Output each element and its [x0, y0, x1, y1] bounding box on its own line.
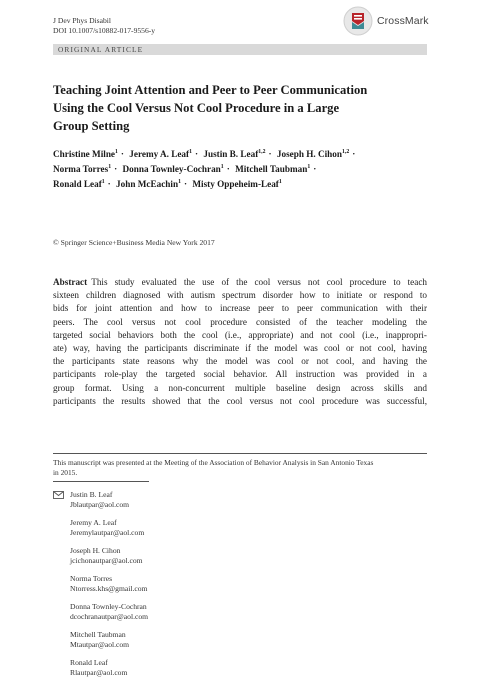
abstract-line: targeted social behaviors both the cool (i.e., appropriate) and not cool (i.e., inappropri- — [53, 329, 427, 340]
contact-email[interactable]: Jblautpar@aol.com — [70, 499, 130, 509]
contact-name: Joseph H. Cihon — [70, 546, 121, 555]
title-line: Using the Cool Versus Not Cool Procedure in a Large — [53, 101, 340, 115]
author-name[interactable]: Norma Torres — [53, 164, 109, 174]
contact-email[interactable]: dcochranautpar@aol.com — [70, 611, 149, 621]
author-affiliation: 1 — [307, 164, 311, 170]
journal-info — [53, 16, 155, 36]
author-name[interactable]: Mitchell Taubman — [235, 164, 308, 174]
author-name[interactable]: Justin B. Leaf — [203, 149, 259, 159]
author-affiliation: 1 — [115, 149, 118, 155]
author-affiliation: 1 — [108, 164, 112, 170]
contact-entry — [70, 602, 148, 621]
contact-name: Mitchell Taubman — [70, 630, 126, 639]
contact-email[interactable]: Mtautpar@aol.com — [70, 639, 130, 649]
abstract-line: sixteen children diagnosed with autism spectrum disorder how to initiate or respond to — [53, 290, 427, 301]
article-type-bar — [53, 44, 427, 55]
footnote-divider — [53, 453, 427, 454]
author-affiliation: 1 — [178, 179, 181, 185]
article-title — [53, 81, 433, 135]
doi[interactable]: DOI 10.1007/s10882-017-9556-y — [53, 26, 156, 35]
author-line: Ronald Leaf$^1$ · John McEachin$^1$ · Misty Oppeheim-Leaf$^1$ — [53, 179, 282, 189]
contact-email[interactable]: Ntorress.khs@gmail.com — [70, 583, 148, 593]
abstract — [53, 276, 427, 408]
author-line: Norma Torres$^1$ · Donna Townley-Cochran$^1$ · Mitchell Taubman$^1$ · — [53, 164, 317, 174]
author-affiliation: 1 — [278, 179, 282, 185]
abstract-line: the participants state reasons why the model was cool or not cool, and having the — [53, 356, 427, 367]
author-affiliation: 1 — [101, 179, 105, 185]
author-name[interactable]: John McEachin — [116, 179, 179, 189]
author-name[interactable]: Jeremy A. Leaf — [129, 149, 190, 159]
author-name[interactable]: Ronald Leaf — [53, 179, 102, 189]
contact-entry — [70, 630, 129, 649]
abstract-line: participants the results showed that the cool versus not cool procedure was successful, — [53, 395, 427, 406]
abstract-line: bids for joint attention and how to increase peer to peer communication with their — [53, 303, 427, 314]
contact-name: Ronald Leaf — [70, 658, 108, 667]
crossmark-label: CrossMark — [377, 15, 429, 27]
abstract-heading: Abstract — [53, 277, 88, 287]
journal-name: J Dev Phys Disabil — [53, 16, 112, 25]
contact-name: Jeremy A. Leaf — [70, 518, 117, 527]
footnote-line: This manuscript was presented at the Meeting of the Association of Behavior Analysis in San Antonio Texas — [53, 458, 374, 467]
contact-entry — [70, 518, 144, 537]
contact-entry — [70, 546, 143, 565]
abstract-line: peers. The cool versus not cool procedure consisted of the teacher modeling the — [53, 316, 427, 327]
author-line: Christine Milne$^1$ · Jeremy A. Leaf$^1$ · Justin B. Leaf$^{1,2}$ · Joseph H. Cihon$^{1,2}$ · — [53, 149, 356, 159]
contact-name: Norma Torres — [70, 574, 113, 583]
contact-name: Donna Townley-Cochran — [70, 602, 147, 611]
abstract-line: group format. Using a non-concurrent multiple baseline design across skills and — [53, 382, 427, 393]
contact-email[interactable]: jcichonautpar@aol.com — [70, 555, 143, 565]
article-type: ORIGINAL ARTICLE — [58, 45, 144, 54]
title-line: Teaching Joint Attention and Peer to Peer Communication — [53, 83, 368, 97]
contact-entry — [70, 658, 127, 677]
contact-entry — [70, 574, 147, 593]
title-line: Group Setting — [53, 119, 130, 133]
author-list — [53, 147, 433, 192]
abstract-line: Abstract This study evaluated the use of the cool versus not cool procedure to teach — [53, 277, 427, 287]
author-affiliation: 1 — [189, 149, 192, 155]
author-affiliation: 1 — [220, 164, 224, 170]
copyright-notice: © Springer Science+Business Media New York 2017 — [53, 238, 215, 247]
contacts-divider — [53, 481, 149, 482]
author-name[interactable]: Christine Milne — [53, 149, 116, 159]
presentation-footnote — [53, 458, 433, 477]
abstract-line: participants role-play the targeted social behavior. All instruction was provided in a — [53, 369, 427, 380]
envelope-icon[interactable] — [53, 491, 64, 499]
abstract-line: ate) way, having the participants discriminate if the model was cool or not cool, having — [53, 342, 427, 353]
author-name[interactable]: Joseph H. Cihon — [276, 149, 342, 159]
author-affiliation: 1,2 — [342, 149, 350, 155]
footnote-line: in 2015. — [53, 467, 78, 477]
contact-name: Justin B. Leaf — [70, 490, 113, 499]
contact-email[interactable]: Jeremylautpar@aol.com — [70, 527, 145, 537]
author-name[interactable]: Donna Townley-Cochran — [122, 164, 221, 174]
author-affiliation: 1,2 — [258, 149, 266, 155]
contact-entry — [70, 490, 129, 509]
author-name[interactable]: Misty Oppeheim-Leaf — [192, 179, 279, 189]
contact-email[interactable]: Rlautpar@aol.com — [70, 667, 128, 677]
crossmark-logo-icon — [343, 6, 373, 36]
crossmark-badge[interactable] — [343, 6, 433, 36]
